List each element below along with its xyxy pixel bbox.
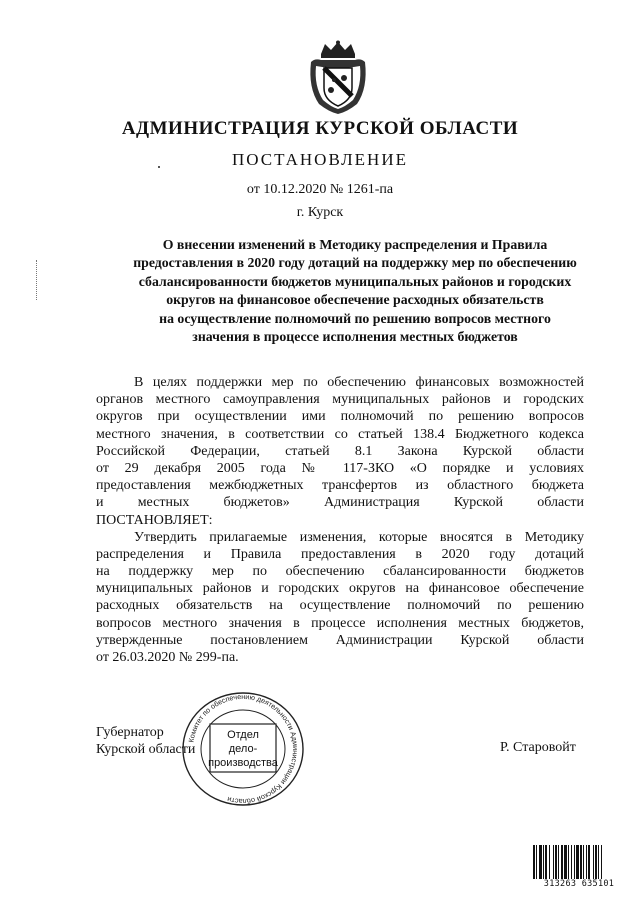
barcode-bar [588, 845, 590, 879]
stamp-ring-text: Комитет по обеспечению деятельности Администрации Курской области [186, 691, 301, 807]
stamp-center-line: производства [208, 757, 278, 769]
body-line: от 29 декабря 2005 года № 117-ЗКО «О порядке и условиях [96, 460, 584, 476]
barcode-bar [583, 845, 584, 879]
barcode-bar [571, 845, 572, 879]
barcode-bar [543, 845, 544, 879]
body-line: расходных обязательств на осуществление полномочий по решению [96, 598, 584, 614]
stamp-center-line: Отдел [227, 729, 259, 741]
body-line: В целях поддержки мер по обеспечению финансовых возможностей [134, 375, 584, 390]
barcode-bar [533, 845, 535, 879]
barcode-bar [561, 845, 563, 879]
title-line: на осуществление полномочий по решению вопросов местного [159, 310, 551, 326]
document-type: ПОСТАНОВЛЕНИЕ [231, 150, 408, 169]
body-line: местного значения, в соответствии со статьей 138.4 Бюджетного кодекса [96, 426, 584, 442]
barcode-number: 313263 635101 [543, 879, 615, 889]
body-line: на поддержку мер по обеспечению сбалансированности бюджетов [96, 564, 584, 580]
margin-mark [36, 260, 38, 300]
barcode-bar [555, 845, 557, 879]
signatory-position-line: Губернатор [96, 725, 164, 740]
title-line: предоставления в 2020 году дотаций на поддержку мер по обеспечению [133, 255, 577, 271]
body-line: округов при осуществлении ими полномочий по решению вопросов [96, 409, 584, 425]
resolution-keyword: ПОСТАНОВЛЯЕТ: [96, 512, 213, 528]
title-line: сбалансированности бюджетов муниципальных районов и городских [138, 273, 572, 289]
body-text [96, 374, 584, 666]
document-city: г. Курск [296, 205, 344, 220]
signatory-name: Р. Старовойт [500, 740, 576, 755]
barcode-bar [574, 845, 575, 879]
barcode-bar [536, 845, 537, 879]
signatory-position-line: Курской области [96, 742, 196, 757]
organization-heading: АДМИНИСТРАЦИЯ КУРСКОЙ ОБЛАСТИ [121, 118, 519, 139]
office-stamp [178, 690, 308, 808]
body-line: от 26.03.2020 № 299-па. [96, 650, 239, 665]
barcode-bar [568, 845, 569, 879]
stamp-center-line: дело- [228, 743, 258, 755]
barcode-bar [558, 845, 559, 879]
body-line: муниципальных районов и городских округов на финансовое обеспечение [96, 581, 584, 597]
title-line: округов на финансовое обеспечение расходных обязательств [166, 292, 544, 308]
barcode-bar [539, 845, 542, 879]
body-line: Российской Федерации, статьей 8.1 Закона Курской области [96, 443, 584, 459]
barcode-bar [580, 845, 582, 879]
barcode-icon [533, 845, 625, 879]
barcode-bar [598, 845, 599, 879]
title-line: О внесении изменений в Методику распределения и Правила [162, 237, 548, 252]
document-date-number: от 10.12.2020 № 1261-па [246, 182, 394, 197]
body-line: вопросов местного значения в процессе исполнения местных бюджетов, [96, 615, 584, 631]
body-line: утвержденные постановлением Администрации Курской области [96, 632, 584, 648]
barcode-bar [576, 845, 579, 879]
barcode-bar [595, 845, 597, 879]
document-title [110, 236, 600, 346]
body-line: Утвердить прилагаемые изменения, которые вносятся в Методику [134, 529, 584, 545]
barcode-bar [545, 845, 547, 879]
title-line: значения в процессе исполнения местных бюджетов [192, 329, 518, 345]
coat-of-arms-icon [307, 40, 369, 115]
barcode-bar [601, 845, 602, 879]
body-line: органов местного самоуправления муниципальных районов и городских [96, 392, 584, 408]
body-line: и местных бюджетов» Администрация Курской области [96, 495, 584, 511]
barcode-bar [553, 845, 554, 879]
barcode-bar [586, 845, 587, 879]
body-line: распределения и Правила предоставления в 2020 году дотаций [96, 546, 584, 562]
barcode-bar [549, 845, 550, 879]
barcode-bar [564, 845, 567, 879]
barcode-bar [593, 845, 594, 879]
body-line: предоставления межбюджетных трансфертов из областного бюджета [96, 478, 584, 494]
scan-speck [158, 166, 160, 168]
